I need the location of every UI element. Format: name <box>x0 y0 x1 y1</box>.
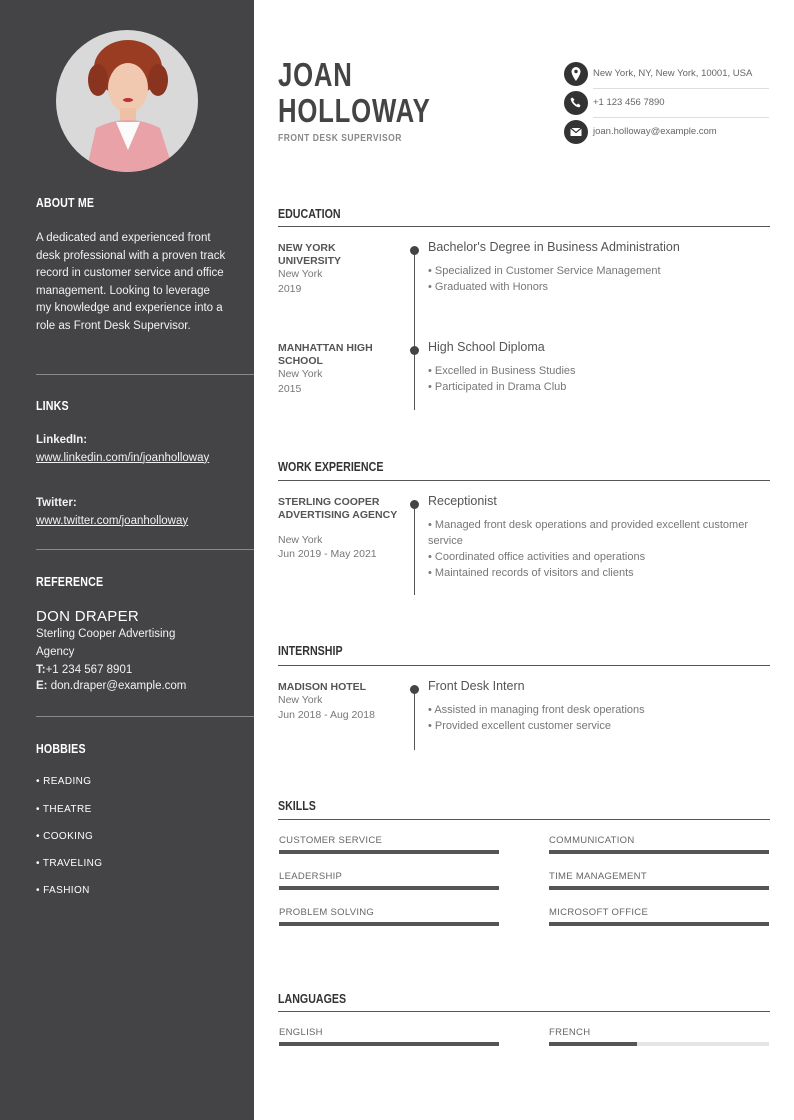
email-text[interactable]: joan.holloway@example.com <box>593 126 717 137</box>
address-text: New York, NY, New York, 10001, USA <box>593 68 753 79</box>
hobby-label: COOKING <box>43 831 94 842</box>
link-twitter <box>36 495 226 530</box>
work-org: STERLING COOPER ADVERTISING AGENCY <box>278 496 398 521</box>
skill-bar <box>279 922 499 926</box>
education-degree: Bachelor's Degree in Business Administration <box>428 240 680 254</box>
skill-bar-fill <box>549 922 769 926</box>
language-bar-fill <box>279 1042 499 1046</box>
timeline-dot <box>410 685 419 694</box>
hobby-item: • TRAVELING <box>36 858 103 869</box>
reference-phone-value: +1 234 567 8901 <box>45 664 133 676</box>
work-location: New York <box>278 534 323 546</box>
divider <box>36 549 254 550</box>
list-item: • Provided excellent customer service <box>428 718 748 734</box>
work-bullets <box>428 517 748 581</box>
contact-phone <box>564 89 769 118</box>
education-bullets <box>428 263 748 295</box>
education-heading: EDUCATION <box>278 206 341 221</box>
hobbies-heading: HOBBIES <box>36 741 86 756</box>
language-bar-fill <box>549 1042 637 1046</box>
internship-bullets <box>428 702 748 734</box>
first-name: JOAN <box>278 56 353 93</box>
education-degree: High School Diploma <box>428 340 545 354</box>
skill-label: TIME MANAGEMENT <box>549 871 647 882</box>
reference-company: Sterling Cooper Advertising Agency <box>36 628 176 658</box>
hobby-item: • COOKING <box>36 831 94 842</box>
reference-heading: REFERENCE <box>36 574 104 589</box>
internship-position: Front Desk Intern <box>428 679 525 693</box>
language-bar <box>279 1042 499 1046</box>
education-location: New York <box>278 268 323 280</box>
section-rule <box>278 480 770 481</box>
internship-org: MADISON HOTEL <box>278 681 367 693</box>
link-linkedin <box>36 432 216 467</box>
about-heading: ABOUT ME <box>36 195 95 210</box>
hobby-item: • FASHION <box>36 885 90 896</box>
phone-text: +1 123 456 7890 <box>593 97 665 108</box>
section-rule <box>278 665 770 666</box>
sidebar <box>0 0 254 1120</box>
internship-date: Jun 2018 - Aug 2018 <box>278 709 375 721</box>
language-label: FRENCH <box>549 1027 591 1038</box>
hobby-item: • READING <box>36 776 92 787</box>
skill-bar <box>549 850 769 854</box>
education-bullets <box>428 363 748 395</box>
reference-email-value: don.draper@example.com <box>50 680 187 692</box>
section-rule <box>278 819 770 820</box>
linkedin-link[interactable]: www.linkedin.com/in/joanholloway <box>36 451 210 464</box>
languages-heading: LANGUAGES <box>278 991 347 1006</box>
list-item: • Graduated with Honors <box>428 279 748 295</box>
language-label: ENGLISH <box>279 1027 323 1038</box>
work-date: Jun 2019 - May 2021 <box>278 548 377 560</box>
list-item: • Excelled in Business Studies <box>428 363 748 379</box>
timeline-dot <box>410 246 419 255</box>
twitter-link[interactable]: www.twitter.com/joanholloway <box>36 514 189 527</box>
internship-location: New York <box>278 694 323 706</box>
section-rule <box>278 226 770 227</box>
skill-bar-fill <box>279 922 499 926</box>
skill-bar <box>279 886 499 890</box>
link-label: LinkedIn: <box>36 434 88 446</box>
reference-phone <box>36 662 226 680</box>
divider <box>36 716 254 717</box>
email-label: E: <box>36 680 48 692</box>
reference-name: DON DRAPER <box>36 608 140 625</box>
skill-bar-fill <box>279 886 499 890</box>
skill-label: MICROSOFT OFFICE <box>549 907 649 918</box>
skill-bar-fill <box>549 886 769 890</box>
education-location: New York <box>278 368 323 380</box>
phone-icon <box>564 91 588 115</box>
internship-heading: INTERNSHIP <box>278 643 343 658</box>
timeline <box>414 685 415 750</box>
contact-address <box>564 60 769 89</box>
hobby-label: READING <box>43 776 92 787</box>
phone-label: T: <box>36 664 46 676</box>
job-title: FRONT DESK SUPERVISOR <box>278 133 402 144</box>
links-heading: LINKS <box>36 398 69 413</box>
work-position: Receptionist <box>428 494 497 508</box>
timeline-dot <box>410 500 419 509</box>
skill-label: CUSTOMER SERVICE <box>279 835 383 846</box>
skill-label: PROBLEM SOLVING <box>279 907 375 918</box>
hobby-label: THEATRE <box>42 804 92 815</box>
reference-email <box>36 678 226 696</box>
hobby-item: • THEATRE <box>36 804 92 815</box>
portrait-photo <box>56 30 198 172</box>
location-pin-icon <box>564 62 588 86</box>
list-item: • Coordinated office activities and operations <box>428 549 748 565</box>
list-item: • Assisted in managing front desk operations <box>428 702 748 718</box>
avatar <box>56 30 198 172</box>
about-text: A dedicated and experienced front desk professional with a proven track record in customer service and office management. Looking to leverage my knowledge and experience into a role as Front Desk Supervisor. <box>36 232 226 332</box>
timeline-dot <box>410 346 419 355</box>
divider <box>36 374 254 375</box>
skill-bar <box>279 850 499 854</box>
skill-bar <box>549 886 769 890</box>
list-item: • Participated in Drama Club <box>428 379 748 395</box>
skill-bar-fill <box>279 850 499 854</box>
skill-label: LEADERSHIP <box>279 871 343 882</box>
skill-bar <box>549 922 769 926</box>
email-icon <box>564 120 588 144</box>
work-heading: WORK EXPERIENCE <box>278 459 384 474</box>
last-name: HOLLOWAY <box>278 92 431 129</box>
link-label: Twitter: <box>36 497 77 509</box>
contact-email <box>564 118 769 147</box>
section-rule <box>278 1011 770 1012</box>
list-item: • Specialized in Customer Service Management <box>428 263 748 279</box>
list-item: • Managed front desk operations and provided excellent customer service <box>428 517 748 549</box>
education-date: 2015 <box>278 383 302 395</box>
skills-heading: SKILLS <box>278 798 316 813</box>
timeline <box>414 250 415 410</box>
list-item: • Maintained records of visitors and clients <box>428 565 748 581</box>
education-date: 2019 <box>278 283 302 295</box>
education-org: NEW YORK UNIVERSITY <box>278 242 342 267</box>
language-bar <box>549 1042 769 1046</box>
skill-bar-fill <box>549 850 769 854</box>
timeline <box>414 500 415 595</box>
hobby-label: FASHION <box>43 885 90 896</box>
skill-label: COMMUNICATION <box>549 835 635 846</box>
education-org: MANHATTAN HIGH SCHOOL <box>278 342 373 367</box>
hobby-label: TRAVELING <box>42 858 103 869</box>
